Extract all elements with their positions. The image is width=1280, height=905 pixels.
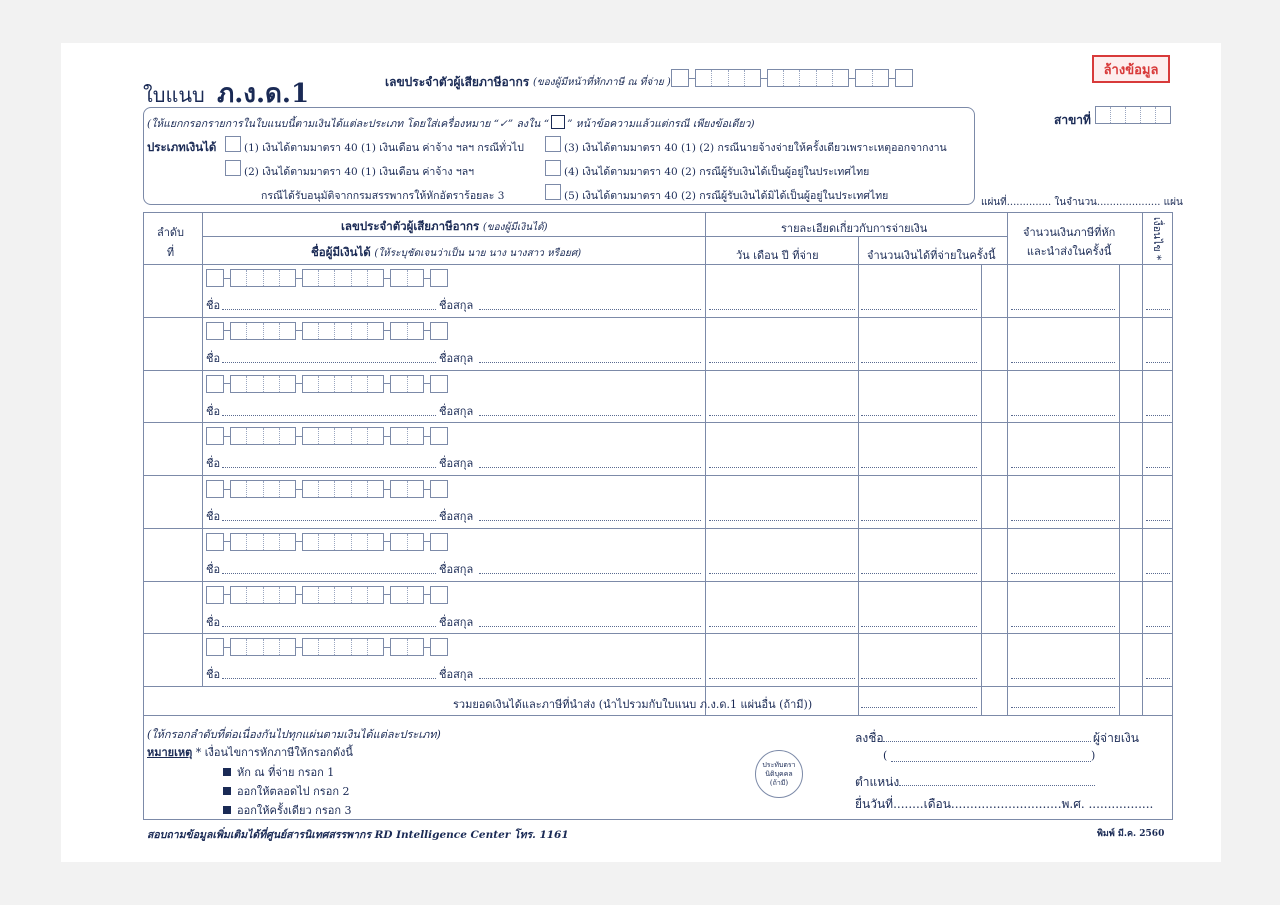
pay-date-field[interactable] [709, 362, 855, 363]
last-name-label: ชื่อสกุล [439, 510, 474, 523]
condition-field[interactable] [1146, 415, 1170, 416]
pay-date-field[interactable] [709, 573, 855, 574]
option5-label: (5) เงินได้ตามมาตรา 40 (2) กรณีผู้รับเงินได้มิได้เป็นผู้อยู่ในประเทศไทย [564, 190, 889, 202]
amount-field[interactable] [861, 573, 977, 574]
condition-field[interactable] [1146, 362, 1170, 363]
last-name-field[interactable] [479, 415, 701, 416]
option5-checkbox[interactable] [545, 184, 561, 200]
instruction-text: (ให้แยกกรอกรายการในใบแนบนี้ตามเงินได้แต่ละประเภท โดยใส่เครื่องหมาย “✓” ลงใน “ ” หน้าข้อความแล้วแต่กรณี เพียงข้อเดียว) [147, 115, 755, 132]
col-date-header: วัน เดือน ปี ที่จ่าย [736, 249, 819, 262]
condition-1: หัก ณ ที่จ่าย กรอก 1 [223, 763, 334, 781]
amount-field[interactable] [861, 415, 977, 416]
option2-label: (2) เงินได้ตามมาตรา 40 (1) เงินเดือน ค่าจ้าง ฯลฯ [244, 166, 475, 178]
last-name-field[interactable] [479, 678, 701, 679]
payee-taxid-boxes[interactable] [206, 322, 448, 340]
last-name-label: ชื่อสกุล [439, 615, 474, 629]
position-label: ตำแหน่ง [855, 775, 900, 789]
payee-taxid-boxes[interactable] [206, 586, 448, 604]
payee-taxid-boxes[interactable] [206, 638, 448, 656]
last-name-label: ชื่อสกุล [439, 668, 474, 682]
option1-label: (1) เงินได้ตามมาตรา 40 (1) เงินเดือน ค่าจ้าง ฯลฯ กรณีทั่วไป [244, 142, 524, 154]
col-amount-header: จำนวนเงินได้ที่จ่ายในครั้งนี้ [867, 249, 996, 262]
option3-checkbox[interactable] [545, 136, 561, 152]
condition-field[interactable] [1146, 626, 1170, 627]
pay-date-field[interactable] [709, 520, 855, 521]
tax-field[interactable] [1011, 626, 1115, 627]
last-name-label: ชื่อสกุล [439, 562, 474, 576]
first-name-label: ชื่อ [206, 299, 221, 312]
tax-field[interactable] [1011, 678, 1115, 679]
payee-taxid-boxes[interactable] [206, 533, 448, 551]
form-sheet: ใบแนบ ภ.ง.ด.1 เลขประจำตัวผู้เสียภาษีอากร (ของผู้มีหน้าที่หักภาษี ณ ที่จ่าย ) ล้างข้อมูล สาขาที่ (ให้แยกกรอกรายการในใบแนบนี้ตามเงินได้แต่ละประเภท โดยใส่เครื่องหมาย “✓” ลงใน “ ” หน้าข้อความแล้วแต่กรณี เพียงข้อเดียว) ประเภทเงินได้ (1) เงินได้ตามมาตรา 40 (1) เงินเดือน ค่าจ้าง ฯลฯ กรณีทั่วไป (2) เงินได้ตามมาตรา 40 (1) เงินเดือน ค่าจ้าง ฯลฯ กรณีได้รับอนุมัติจากกรมสรรพากรให้หักอัตราร้อยละ 3 (3) เงินได้ตามมาตรา 40 (1) (2) กรณีนายจ้างจ่ายให้ครั้งเดียวเพราะเหตุออกจากงาน (4) เงินได้ตามมาตรา 40 (2) กรณีผู้รับเงินได้เป็นผู้อยู่ในประเทศไทย (5) เงินได้ตามมาตรา 40 (2) กรณีผู้รับเงินได้มิได้เป็นผู้อยู่ในประเทศไทย แผ่นที่.............. ในจำนวน.................... แผ่น ลำดับ ที่ เลขประจำตัวผู้เสียภาษีอากร (ของผู้มีเงินได้) ชื่อผู้มีเงินได้ (ให้ระบุชัดเจนว่าเป็น นาย นาง นางสาว หรือยศ) รายละเอียดเกี่ยวกับการจ่ายเงิน วัน เดือน ปี ที่จ่าย จำนวนเงินได้ที่จ่ายในครั้งนี้ จำนวนเงินภาษีที่หัก และนำส่งในครั้งนี้ เงื่อนไข * ชื่อ ชื่อสกุล ชื่อ ชื่อสกุล ชื่อ ชื่อสกุล ชื่อ ชื่อสกุล ชื่อ ชื่อสกุล ชื่อ ชื่อสกุล ชื่อ ชื่อสกุล ชื่อ ชื่อสกุล รวมยอดเงินได้และภาษีที่นำส่ง (นำไปรวมกับใบแนบ ภ.ง.ด.1 แผ่นอื่น (ถ้ามี)) (ให้กรอกลำดับที่ต่อเนื่องกันไปทุกแผ่นตามเงินได้แต่ละประเภท) หมายเหตุ * เงื่อนไขการหักภาษีให้กรอกดังนี้ หัก ณ ที่จ่าย กรอก 1 ออกให้ตลอดไป กรอก 2 ออกให้ครั้งเดียว กรอก 3 ประทับตรา นิติบุคคล (ถ้ามี) ลงชื่อ ผู้จ่ายเงิน ( ) ตำแหน่ง ยื่นวันที่........เดือน.............................พ.ศ. ................. สอบถามข้อมูลเพิ่มเติมได้ที่ศูนย์สารนิเทศสรรพากร RD Intelligence Center โทร. 1161 พิมพ์ มี.ค. 2560 [61, 43, 1221, 862]
pay-date-field[interactable] [709, 678, 855, 679]
payee-taxid-boxes[interactable] [206, 480, 448, 498]
amount-field[interactable] [861, 309, 977, 310]
pay-date-field[interactable] [709, 626, 855, 627]
amount-field[interactable] [861, 362, 977, 363]
first-name-label: ชื่อ [206, 351, 221, 365]
footer-note: หมายเหตุ * เงื่อนไขการหักภาษีให้กรอกดังนี้ [147, 746, 353, 759]
taxid-label: เลขประจำตัวผู้เสียภาษีอากร [385, 75, 530, 89]
amount-field[interactable] [861, 520, 977, 521]
option3-label: (3) เงินได้ตามมาตรา 40 (1) (2) กรณีนายจ้างจ่ายให้ครั้งเดียวเพราะเหตุออกจากงาน [564, 142, 947, 154]
last-name-field[interactable] [479, 573, 701, 574]
last-name-field[interactable] [479, 467, 701, 468]
last-name-label: ชื่อสกุล [439, 404, 474, 418]
first-name-field[interactable] [222, 520, 436, 521]
title-prefix: ใบแนบ [143, 83, 205, 107]
branch-boxes[interactable] [1095, 106, 1171, 124]
footer-note1: (ให้กรอกลำดับที่ต่อเนื่องกันไปทุกแผ่นตามเงินได้แต่ละประเภท) [147, 728, 441, 741]
tax-field[interactable] [1011, 309, 1115, 310]
first-name-label: ชื่อ [206, 562, 221, 576]
amount-field[interactable] [861, 678, 977, 679]
first-name-label: ชื่อ [206, 404, 221, 418]
first-name-label: ชื่อ [206, 457, 221, 471]
col-tax-header: จำนวนเงินภาษีที่หัก และนำส่งในครั้งนี้ [1023, 226, 1116, 258]
tax-field[interactable] [1011, 415, 1115, 416]
condition-field[interactable] [1146, 467, 1170, 468]
condition-field[interactable] [1146, 678, 1170, 679]
total-label: รวมยอดเงินได้และภาษีที่นำส่ง (นำไปรวมกับใบแนบ ภ.ง.ด.1 แผ่นอื่น (ถ้ามี)) [453, 698, 813, 711]
sign-label: ลงชื่อ [855, 731, 884, 745]
condition-2: ออกให้ตลอดไป กรอก 2 [223, 782, 349, 800]
pay-date-field[interactable] [709, 415, 855, 416]
income-type-label: ประเภทเงินได้ [147, 140, 217, 154]
clear-data-button[interactable]: ล้างข้อมูล [1092, 55, 1170, 83]
payee-taxid-boxes[interactable] [206, 269, 448, 287]
col-taxid-header: เลขประจำตัวผู้เสียภาษีอากร (ของผู้มีเงินได้) [341, 219, 548, 233]
tax-field[interactable] [1011, 573, 1115, 574]
taxid-sub: (ของผู้มีหน้าที่หักภาษี ณ ที่จ่าย ) [533, 77, 671, 88]
pay-date-field[interactable] [709, 309, 855, 310]
option2-checkbox[interactable] [225, 160, 241, 176]
first-name-field[interactable] [222, 626, 436, 627]
payee-taxid-boxes[interactable] [206, 375, 448, 393]
option1-checkbox[interactable] [225, 136, 241, 152]
col-condition-header: เงื่อนไข * [1151, 217, 1163, 261]
amount-field[interactable] [861, 467, 977, 468]
submit-date: ยื่นวันที่........เดือน.............................พ.ศ. ................. [855, 797, 1154, 811]
print-info: พิมพ์ มี.ค. 2560 [1097, 829, 1165, 839]
last-name-field[interactable] [479, 362, 701, 363]
col-payment-header: รายละเอียดเกี่ยวกับการจ่ายเงิน [781, 222, 928, 235]
company-seal: ประทับตรา นิติบุคคล (ถ้ามี) [755, 750, 803, 798]
title-code: ภ.ง.ด.1 [217, 79, 310, 109]
option4-label: (4) เงินได้ตามมาตรา 40 (2) กรณีผู้รับเงินได้เป็นผู้อยู่ในประเทศไทย [564, 166, 870, 178]
last-name-label: ชื่อสกุล [439, 299, 474, 312]
tax-field[interactable] [1011, 520, 1115, 521]
last-name-field[interactable] [479, 520, 701, 521]
option2-sub: กรณีได้รับอนุมัติจากกรมสรรพากรให้หักอัตราร้อยละ 3 [261, 190, 505, 202]
condition-3: ออกให้ครั้งเดียว กรอก 3 [223, 801, 352, 819]
payer-label: ผู้จ่ายเงิน [1093, 731, 1139, 745]
payer-taxid-boxes[interactable] [671, 69, 913, 87]
last-name-field[interactable] [479, 626, 701, 627]
first-name-field[interactable] [222, 467, 436, 468]
tax-field[interactable] [1011, 362, 1115, 363]
condition-field[interactable] [1146, 309, 1170, 310]
pay-date-field[interactable] [709, 467, 855, 468]
tax-field[interactable] [1011, 467, 1115, 468]
sheet-number: แผ่นที่.............. ในจำนวน.................... แผ่น [981, 197, 1183, 208]
amount-field[interactable] [861, 626, 977, 627]
first-name-field[interactable] [222, 362, 436, 363]
first-name-label: ชื่อ [206, 615, 221, 629]
condition-field[interactable] [1146, 520, 1170, 521]
payee-taxid-boxes[interactable] [206, 427, 448, 445]
branch-label: สาขาที่ [1054, 113, 1091, 127]
first-name-field[interactable] [222, 573, 436, 574]
first-name-field[interactable] [222, 309, 436, 310]
col-name-header: ชื่อผู้มีเงินได้ (ให้ระบุชัดเจนว่าเป็น นาย นาง นางสาว หรือยศ) [311, 245, 582, 259]
last-name-label: ชื่อสกุล [439, 351, 474, 365]
option4-checkbox[interactable] [545, 160, 561, 176]
first-name-field[interactable] [222, 415, 436, 416]
first-name-label: ชื่อ [206, 668, 221, 682]
last-name-field[interactable] [479, 309, 701, 310]
first-name-field[interactable] [222, 678, 436, 679]
contact-info: สอบถามข้อมูลเพิ่มเติมได้ที่ศูนย์สารนิเทศสรรพากร RD Intelligence Center โทร. 1161 [147, 829, 569, 841]
col-seq-header: ลำดับ ที่ [157, 226, 185, 259]
last-name-label: ชื่อสกุล [439, 457, 474, 471]
condition-field[interactable] [1146, 573, 1170, 574]
first-name-label: ชื่อ [206, 510, 221, 523]
